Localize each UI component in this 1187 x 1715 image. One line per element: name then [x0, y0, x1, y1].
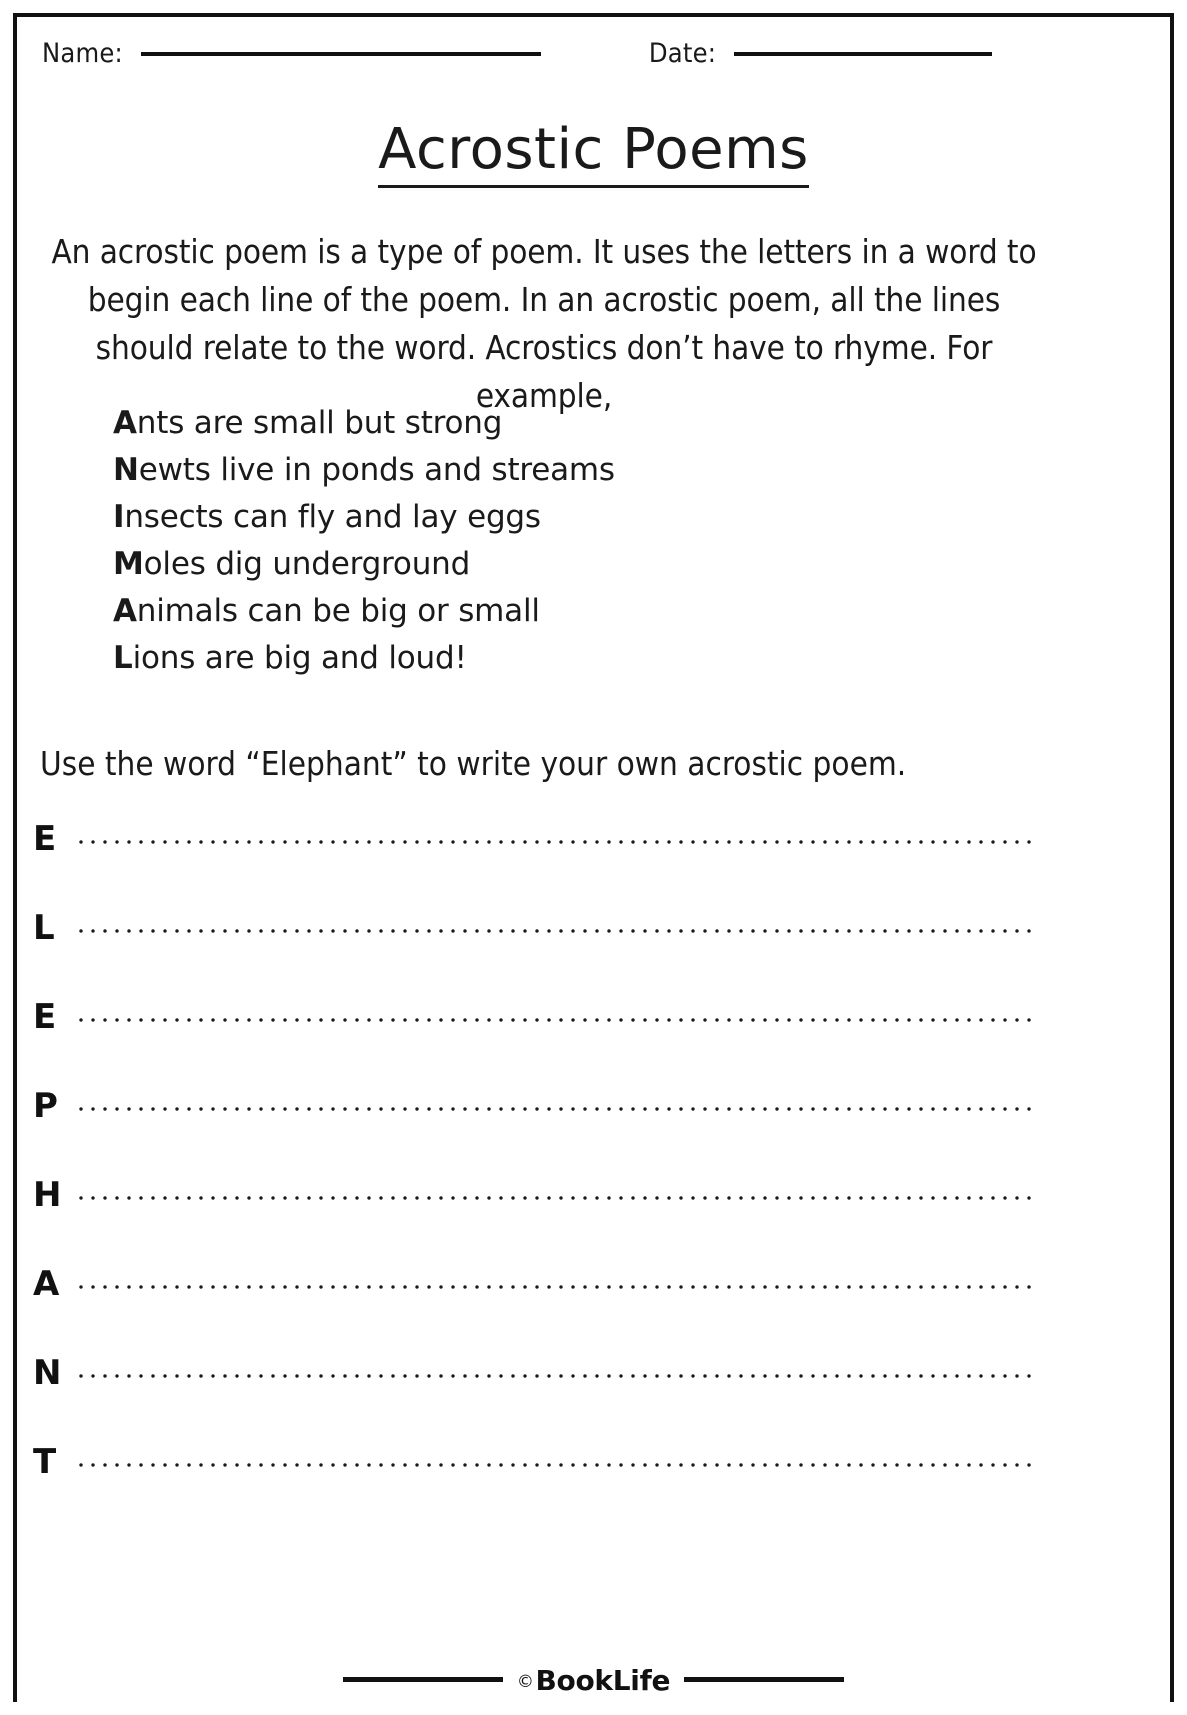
answer-letter: T [33, 1442, 57, 1482]
answer-row-e2 [33, 997, 1033, 1089]
answer-write-line[interactable] [75, 1283, 1033, 1291]
answer-row-h [33, 1175, 1033, 1267]
date-label: Date: [648, 38, 717, 69]
poem-line-text: nimals can be big or small [136, 593, 540, 629]
date-write-line[interactable] [734, 52, 992, 56]
poem-line [113, 635, 813, 682]
answer-row-n [33, 1353, 1033, 1445]
answer-lines [33, 819, 1033, 1534]
page-title: Acrostic Poems [378, 118, 809, 188]
poem-line-initial: L [113, 640, 133, 676]
brand-name: BookLife [535, 1664, 671, 1697]
answer-row-l [33, 908, 1033, 1000]
poem-line-initial: M [113, 546, 144, 582]
poem-line-initial: I [113, 499, 125, 535]
footer-rule-right [684, 1677, 844, 1682]
name-date-row [42, 38, 1052, 82]
answer-row-a [33, 1264, 1033, 1356]
answer-letter: E [33, 819, 57, 859]
poem-line [113, 400, 813, 447]
poem-line-text: nsects can fly and lay eggs [124, 499, 541, 535]
answer-write-line[interactable] [75, 838, 1033, 846]
intro-paragraph: An acrostic poem is a type of poem. It uses the letters in a word to begin each line of the poem. In an acrostic poem, all the lines should relate to the word. Acrostics don’t have to rhyme. For example, [51, 232, 1037, 415]
answer-write-line[interactable] [75, 927, 1033, 935]
poem-line [113, 541, 813, 588]
poem-line-initial: N [113, 452, 139, 488]
poem-line-text: oles dig underground [143, 546, 471, 582]
answer-write-line[interactable] [75, 1372, 1033, 1380]
footer-rule-left [343, 1677, 503, 1682]
answer-letter: P [33, 1086, 58, 1126]
answer-row-t [33, 1442, 1033, 1534]
task-instruction: Use the word “Elephant” to write your own acrostic poem. [40, 744, 907, 783]
answer-write-line[interactable] [75, 1105, 1033, 1113]
poem-line-text: ewts live in ponds and streams [138, 452, 615, 488]
answer-row-e1 [33, 819, 1033, 911]
example-poem [113, 400, 813, 682]
poem-line-initial: A [113, 593, 137, 629]
poem-line-text: nts are small but strong [136, 405, 503, 441]
page-title-wrap [0, 118, 1187, 188]
footer [0, 1663, 1187, 1696]
answer-write-line[interactable] [75, 1016, 1033, 1024]
name-write-line[interactable] [141, 52, 541, 56]
answer-write-line[interactable] [75, 1461, 1033, 1469]
poem-line [113, 494, 813, 541]
answer-letter: A [33, 1264, 60, 1304]
answer-letter: H [33, 1175, 62, 1215]
answer-letter: L [33, 908, 55, 948]
poem-line [113, 447, 813, 494]
name-label: Name: [42, 38, 123, 69]
answer-letter: E [33, 997, 57, 1037]
poem-line-initial: A [113, 405, 137, 441]
poem-line-text: ions are big and loud! [132, 640, 467, 676]
poem-line [113, 588, 813, 635]
answer-write-line[interactable] [75, 1194, 1033, 1202]
answer-row-p [33, 1086, 1033, 1178]
copyright-icon: © [516, 1672, 534, 1692]
answer-letter: N [33, 1353, 62, 1393]
booklife-logo [517, 1664, 670, 1697]
